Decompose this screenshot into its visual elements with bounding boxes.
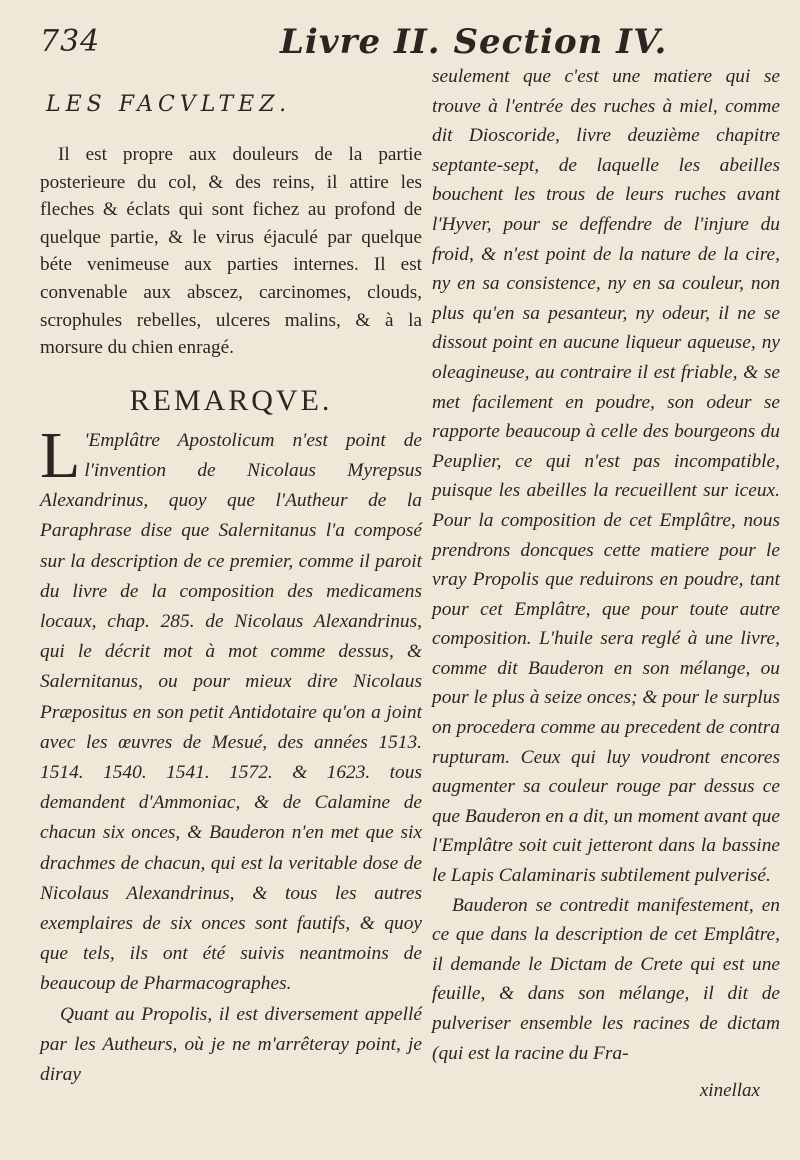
running-title: Livre II. Section IV. [280, 22, 668, 62]
section-title: LES FACVLTEZ. [46, 92, 292, 117]
right-paragraph-1: seulement que c'est une matiere qui se trouve à l'entrée des ruches à miel, comme dit Dioscoride, livre deuzième chapitre septante-sept, de laquelle les abeilles bouchent les trous de leurs ruches avant l'Hyver, pour se deffendre de l'injure du froid, & n'est point de la nature de la cire, ny en sa consistence, ny en sa couleur, non plus qu'en sa pesanteur, ny odeur, il ne se dissout point en aucune liqueur aqueuse, ny oleagineuse, au contraire il est friable, & se met facilement en poudre, son odeur se rapporte beaucoup à celle des bourgeons du Peuplier, ce qui n'est pas incompatible, puisque les abeilles la recueillent sur iceux. Pour la composition de cet Emplâtre, nous prendrons doncques cette matiere pour le vray Propolis que reduirons en poudre, tant pour cet Emplâtre, que pour toute autre composition. L'huile sera reglé à une livre, comme dit Bauderon en son mélange, ou pour le plus à seize onces; & pour le surplus on procedera comme au precedent de contra rupturam. Ceux qui luy voudront encores augmenter sa couleur rouge par dessus ce que Bauderon en a dit, un moment avant que l'Emplâtre soit cuit jetteront dans la bassine le Lapis Calaminaris subtilement pulverisé. [432, 66, 780, 887]
remarque-heading: REMARQVE. [129, 383, 333, 417]
catchword: xinellax [699, 1080, 760, 1101]
remarque-text-1: 'Emplâtre Apostolicum n'est point de l'invention de Nicolaus Myrepsus Alexandrinus, quoy que l'Autheur de la Paraphrase dise que Salernitanus l'a composé sur la description de ce premier, comme il paroit du livre de la composition des medicamens locaux, chap. 285. de Nicolaus Alexandrinus, qui le décrit mot à mot comme dessus, & Salernitanus, ou pour mieux dire Nicolaus Præpositus en son petit Antidotaire qu'on a joint avec les œuvres de Mesué, des années 1513. 1514. 1540. 1541. 1572. & 1623. tous demandent d'Ammoniac, & de Calamine de chacun six onces, & Bauderon n'en met que six drachmes de chacun, qui est la veritable dose de Nicolaus Alexandrinus, & tous les autres exemplaires de six onces sont fautifs, & quoy que tels, ils ont été suivis neantmoins de beaucoup de Pharmacographes. [40, 429, 422, 995]
right-column [432, 62, 780, 1068]
facultes-paragraph: Il est propre aux douleurs de la partie posterieure du col, & des reins, il attire les fleches & éclats qui sont fichez au profond de quelque partie, & le virus éjaculé par quelque béte venimeuse aux parties internes. Il est convenable aux abscez, carcinomes, clouds, scrophules rebelles, ulceres malins, & à la morsure du chien enragé. [40, 144, 422, 359]
left-column [40, 88, 422, 1090]
remarque-paragraph-1 [40, 418, 422, 1000]
remarque-paragraph-2: Quant au Propolis, il est diversement appellé par les Autheurs, où je ne m'arrêteray point, je diray [40, 1003, 422, 1086]
right-paragraph-2: Bauderon se contredit manifestement, en ce que dans la description de cet Emplâtre, il demande le Dictam de Crete qui est une feuille, & dans son mélange, il dit de pulveriser ensemble les racines de dictam (qui est la racine du Fra- [432, 894, 780, 1064]
drop-cap: L [40, 418, 81, 492]
page-number: 734 [40, 24, 101, 59]
